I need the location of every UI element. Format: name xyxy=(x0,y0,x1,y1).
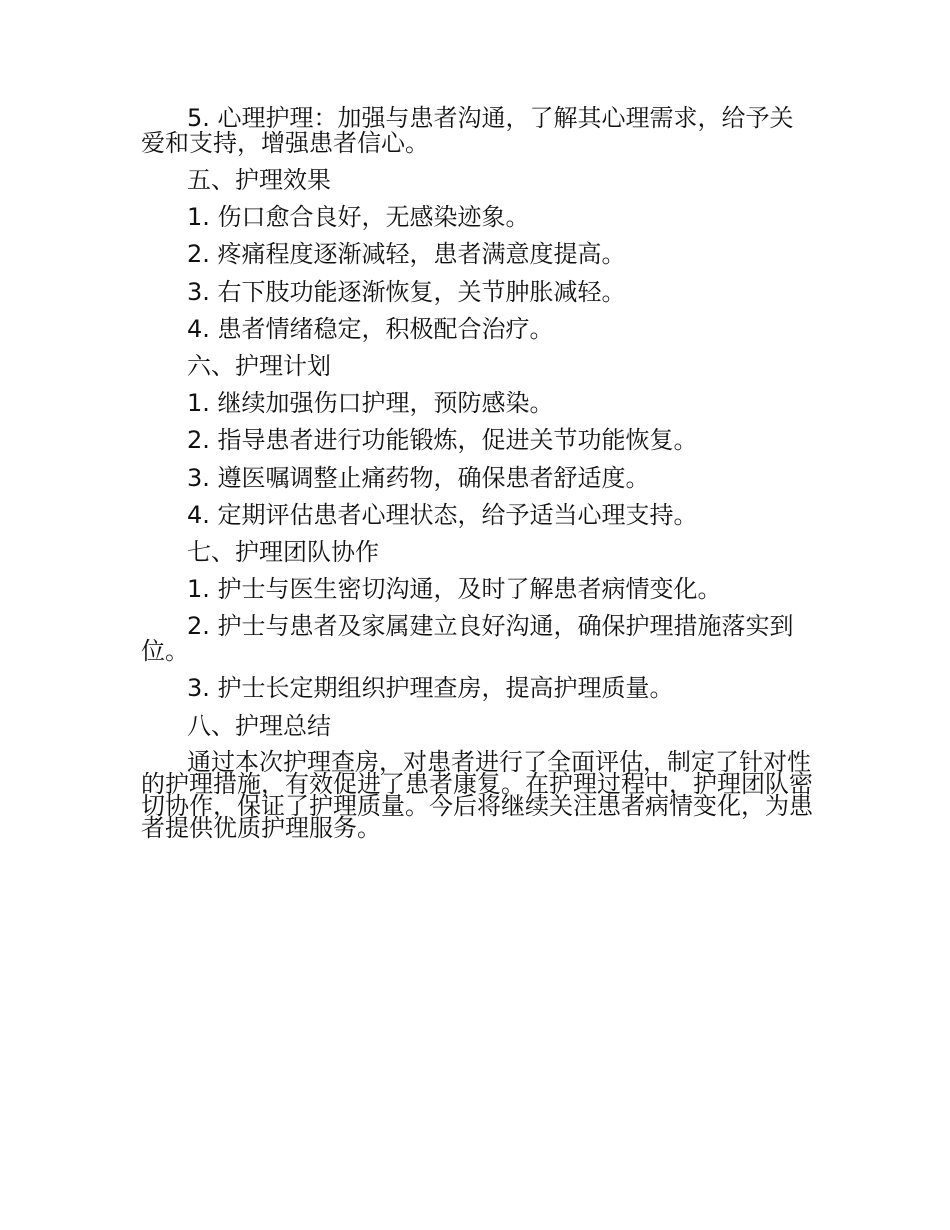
list-item: 1. 伤口愈合良好，无感染迹象。 xyxy=(187,203,530,232)
section-heading-6: 六、护理计划 xyxy=(187,352,331,381)
section-heading-8: 八、护理总结 xyxy=(187,711,331,740)
list-item: 1. 继续加强伤口护理，预防感染。 xyxy=(187,389,554,418)
paragraph-summary: 通过本次护理查房，对患者进行了全面评估，制定了针对性的护理措施，有效促进了患者康复。在护理过程中，护理团队密切协作，保证了护理质量。今后将继续关注患者病情变化，为患者提供优质护理服务。 xyxy=(141,747,813,842)
list-item: 2. 指导患者进行功能锻炼，促进关节功能恢复。 xyxy=(187,426,698,455)
list-item: 2. 疼痛程度逐渐减轻，患者满意度提高。 xyxy=(187,240,626,269)
section-heading-5: 五、护理效果 xyxy=(187,166,331,194)
paragraph-psychological-care: 5. 心理护理：加强与患者沟通，了解其心理需求，给予关爱和支持，增强患者信心。 xyxy=(141,104,794,157)
list-item: 3. 右下肢功能逐渐恢复，关节肿胀减轻。 xyxy=(187,277,626,306)
section-heading-7: 七、护理团队协作 xyxy=(187,538,379,567)
list-item: 1. 护士与医生密切沟通，及时了解患者病情变化。 xyxy=(187,575,722,604)
list-item: 2. 护士与患者及家属建立良好沟通，确保护理措施落实到位。 xyxy=(141,612,794,666)
document-page xyxy=(141,100,813,845)
list-item: 3. 遵医嘱调整止痛药物，确保患者舒适度。 xyxy=(187,463,650,492)
list-item: 4. 定期评估患者心理状态，给予适当心理支持。 xyxy=(187,500,698,529)
list-item: 4. 患者情绪稳定，积极配合治疗。 xyxy=(187,314,554,343)
list-item: 3. 护士长定期组织护理查房，提高护理质量。 xyxy=(187,674,674,703)
